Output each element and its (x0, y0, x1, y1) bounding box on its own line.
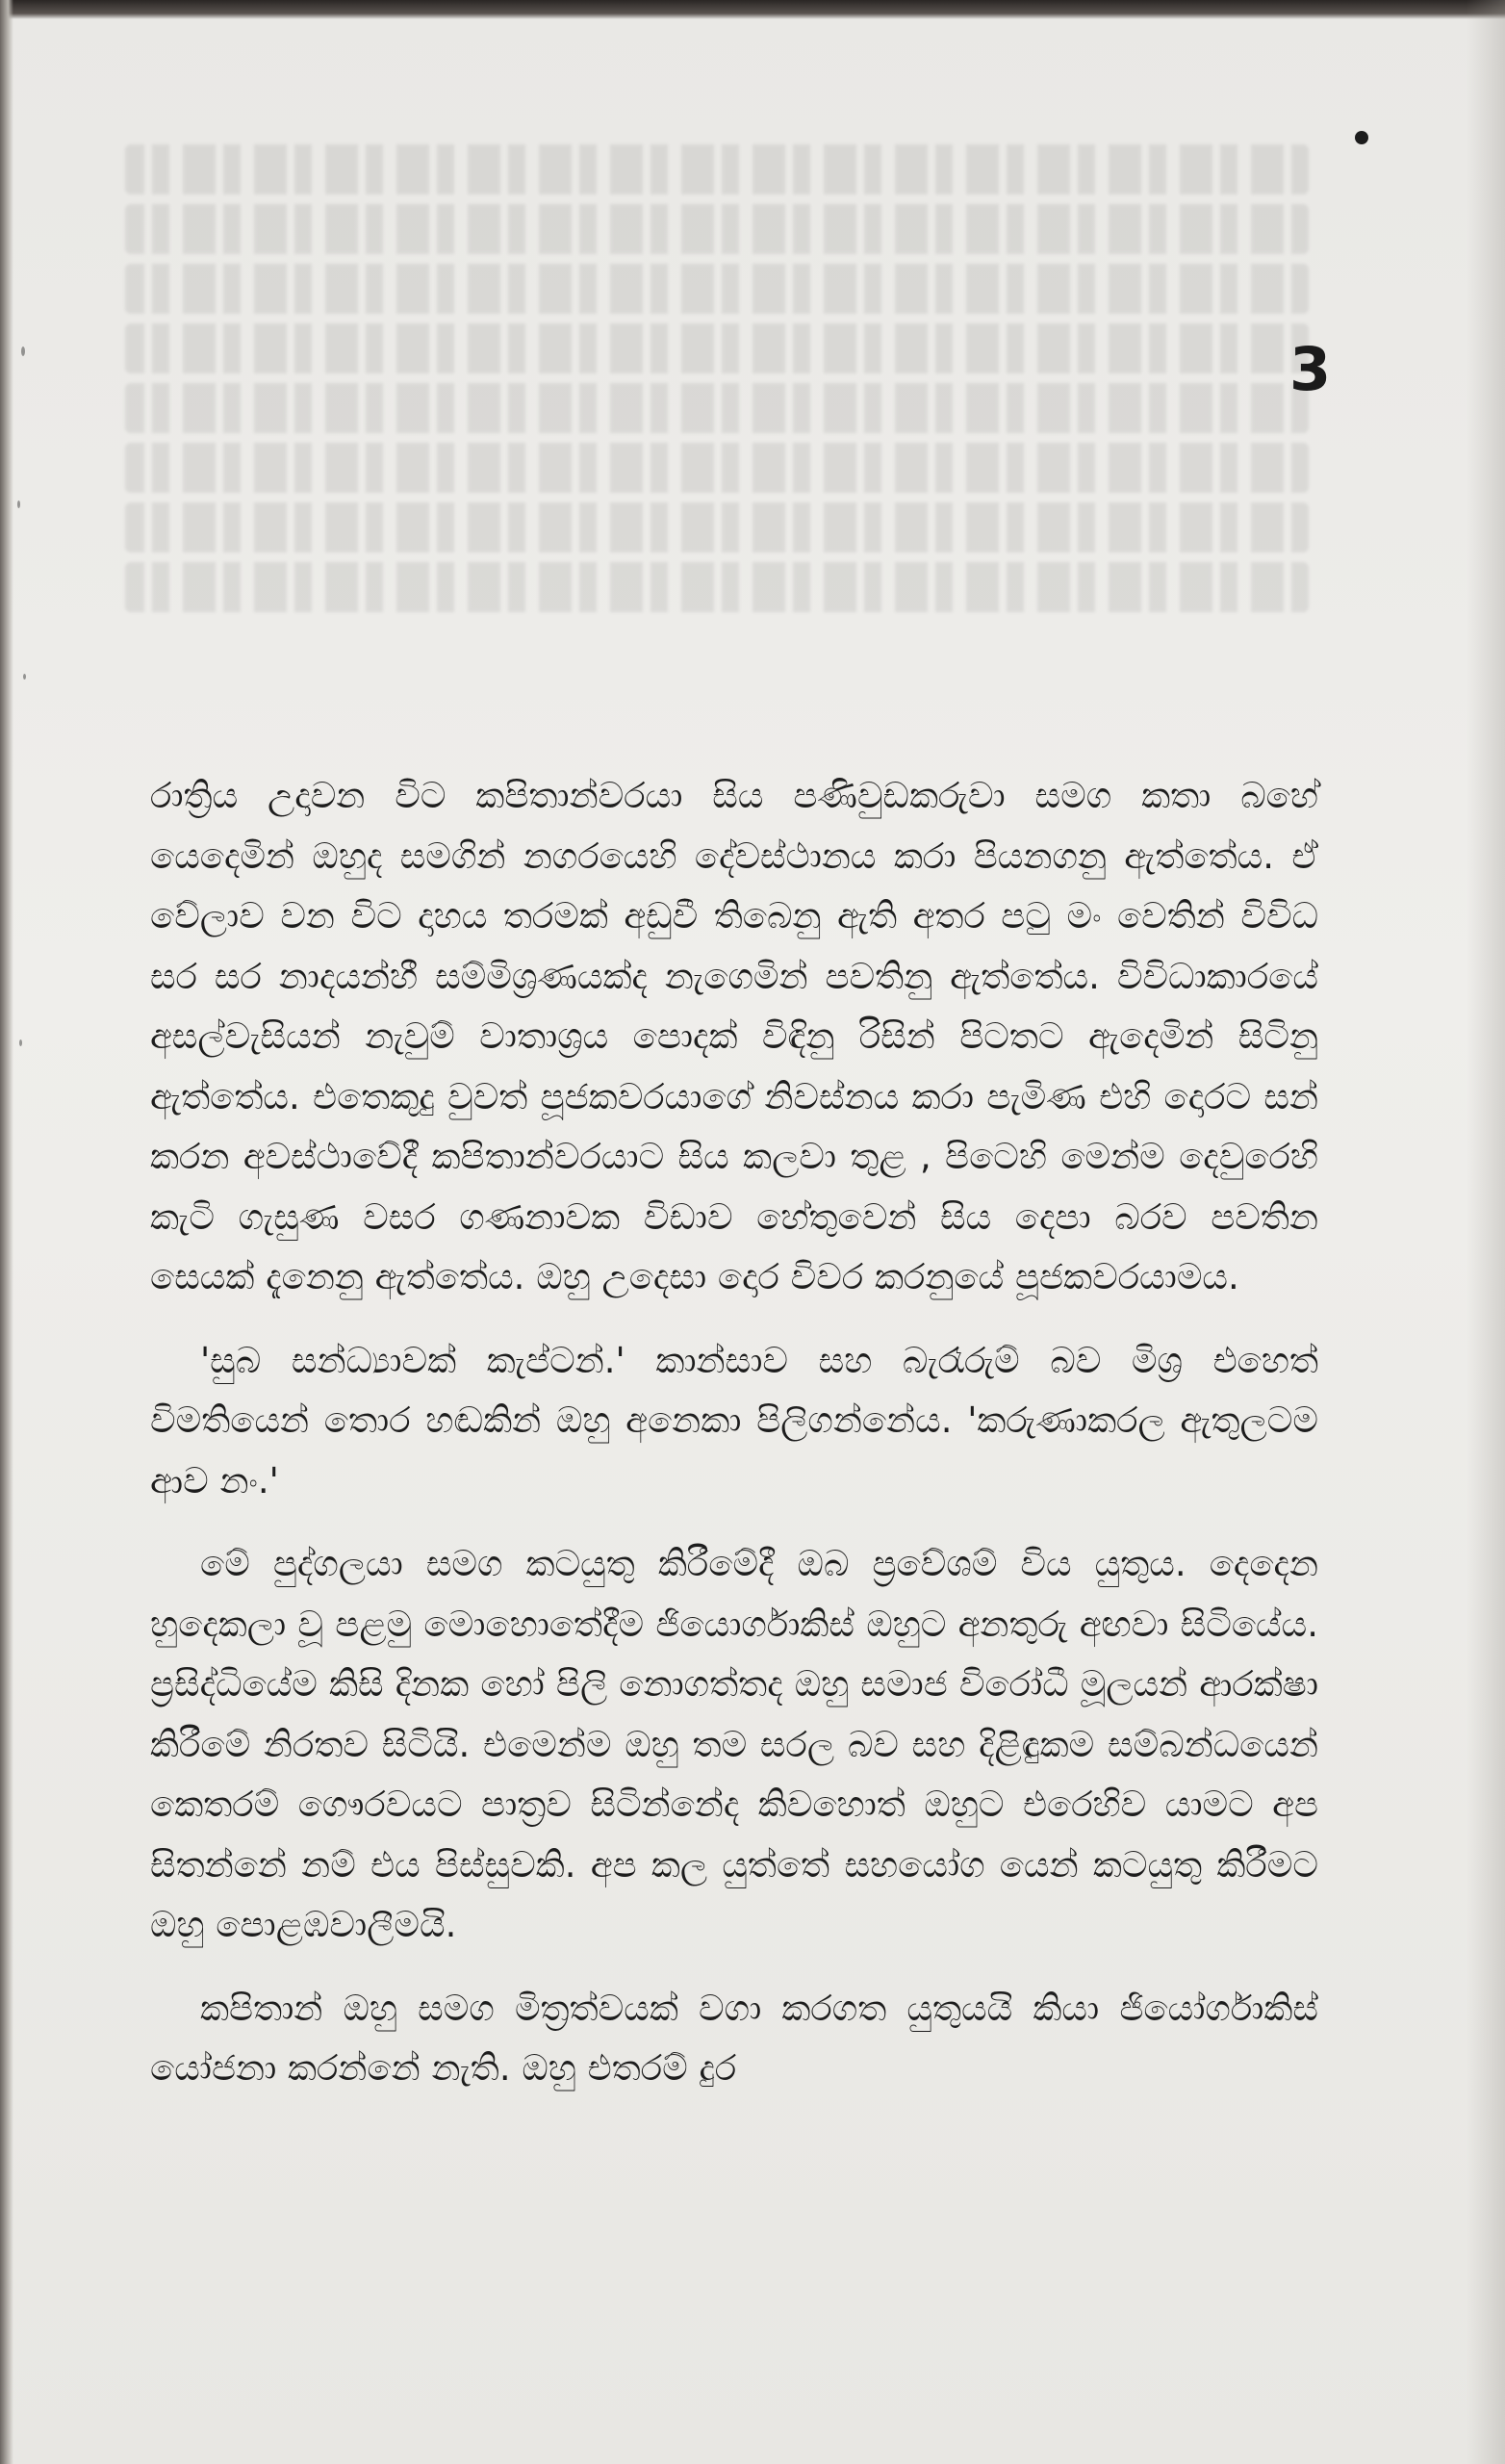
page-gutter-edge (0, 0, 13, 2464)
bleed-through-text (125, 144, 1309, 645)
page-edge-shadow (1467, 0, 1505, 2464)
paragraph-2: 'සුබ සන්ධ්‍යාවක් කැප්ටන්.' කාන්සාව සහ බැරෑරුම් බව මිශ්‍ර එහෙත් විමතියෙන් තොර හඬකින් ඔහු අනෙකා පිලිගන්නේය. 'කරුණාකරල ඇතුලටම ආව නං.' (150, 1339, 1318, 1502)
paragraph-1: රාත්‍රිය උදාවන විට කපිතාන්වරයා සිය පණිවුඩකරුවා සමග කතා බහේ යෙදෙමින් ඔහුද සමගින් නගරයෙහි දේවස්ථානය කරා පියනගනු ඇත්තේය. ඒ වේලාව වන විට දාහය තරමක් අඩුවී තිබෙනු ඇති අතර පටු මං වෙතින් විවිධ සර සර නාදයන්හී සම්මිශ්‍රණයක්ද නැගෙමින් පවතිනු ඇත්තේය. විවිධාකාරයේ අසල්වැසියන් නැවුම් වාතාශ්‍රය පොදක් විඳිනු රිසින් පිටතට ඇදෙමින් සිටිනු ඇත්තේය. එතෙකුදු වුවත් පූජකවරයාගේ නිවස්නය කරා පැමිණ එහි දොරට සන් කරන අවස්ථාවේදී කපිතාන්වරයාට සිය කලවා තුළ , පිටෙහි මෙන්ම දෙවුරෙහි කැටි ගැසුණ වසර ගණනාවක විඩාව හේතුවෙන් සිය දෙපා බරව පවතින සෙයක් දැනෙනු ඇත්තේය. ඔහු උදෙසා දොර විවර කරනුයේ පූජකවරයාමය. (150, 775, 1318, 1297)
paragraph-4: කපිතාන් ඔහු සමග මිත්‍රත්වයක් වගා කරගත යුතුයයි කියා ජියෝර්ගාකිස් යෝජනා කරන්නේ නැති. ඔහු එතරම් දුර (150, 1987, 1318, 2089)
chapter-number: 3 (1289, 334, 1332, 404)
body-text (150, 766, 1318, 2099)
background-edge-top (0, 0, 1505, 19)
ink-dot (1355, 131, 1368, 144)
paragraph-3: මේ පුද්ගලයා සමග කටයුතු කිරීමේදී ඔබ ප්‍රවේශම් විය යුතුය. දෙදෙන හුදෙකලා වූ පළමු මොහොතේදීම ජියොර්ගාකිස් ඔහුට අනතුරු අඟවා සිටියේය. ප්‍රසිද්ධියේම කිසි දිනක හෝ පිලි නොගත්තද ඔහු සමාජ විරෝධී මූලයන් ආරක්ෂා කිරීමේ නිරතව සිටියි. එමෙන්ම ඔහු තම සරල බව සහ දිළිඳුකම සම්බන්ධයෙන් කෙතරම් ගෞරවයට පාත්‍රව සිටින්නේද කිවහොත් ඔහුට එරෙහිව යාමට අප සිතන්නේ නම් එය පිස්සුවකි. අප කල යුත්තේ සහයෝග යෙන් කටයුතු කිරීමට ඔහු පොළඹවාලීමයි. (150, 1543, 1318, 1945)
